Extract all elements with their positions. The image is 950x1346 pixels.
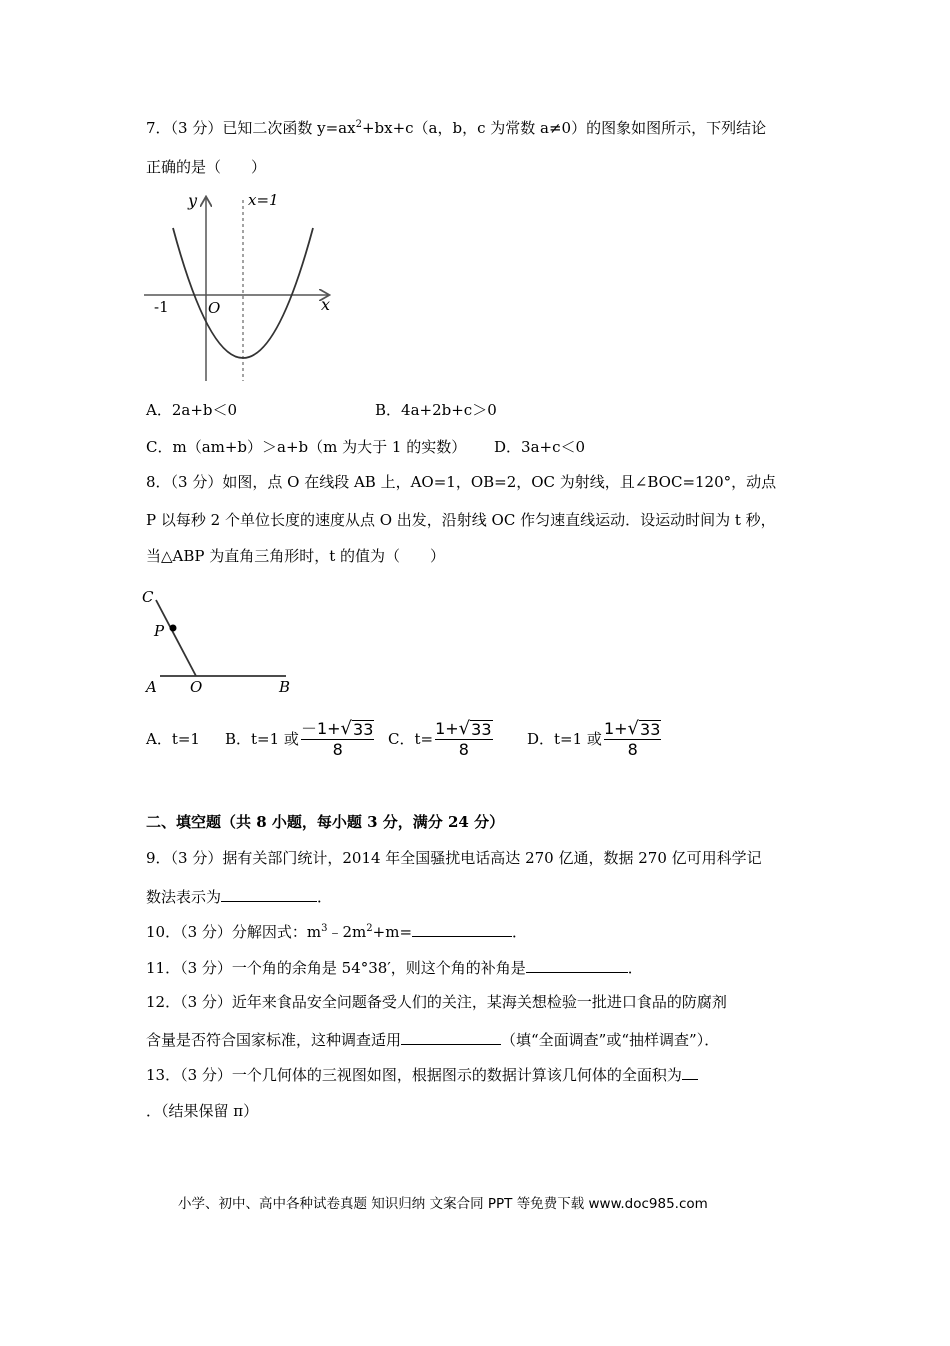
q9-answer-blank[interactable] — [221, 886, 317, 902]
q7-options-row2 — [146, 437, 846, 457]
q8-label-c: C — [142, 588, 154, 606]
q7-y-label: y — [188, 191, 198, 210]
q8-point-p — [170, 625, 177, 632]
q13-answer-blank[interactable] — [682, 1064, 698, 1080]
q12-line2: 含量是否符合国家标准，这种调查适用 （填“全面调查”或“抽样调查”）． — [146, 1031, 720, 1049]
q7-options-row1 — [146, 400, 846, 420]
q8-label-a: A — [146, 678, 157, 696]
q8-label-p: P — [154, 622, 165, 640]
q7-origin-label: O — [208, 299, 221, 317]
q8-option-b[interactable] — [225, 716, 376, 762]
q8-line3: 当△ABP 为直角三角形时，t 的值为（ ） — [146, 547, 446, 565]
q13-line2: ．（结果保留 π） — [146, 1102, 259, 1120]
q8-line2: P 以每秒 2 个单位长度的速度从点 O 出发，沿射线 OC 作匀速直线运动．设运动时间为 t 秒， — [146, 511, 776, 529]
page-footer: 小学、初中、高中各种试卷真题 知识归纳 文案合同 PPT 等免费下载 www.doc985.com — [178, 1196, 708, 1212]
section2-heading: 二、填空题（共 8 小题，每小题 3 分，满分 24 分） — [146, 813, 505, 831]
q8-option-c[interactable] — [388, 716, 495, 762]
q8-option-d[interactable] — [527, 716, 663, 762]
q8-option-d-label: D．t=1 或 — [527, 730, 602, 748]
q7-option-a[interactable]: A．2a+b＜0 — [146, 401, 238, 419]
q9-line2: 数法表示为 ． — [146, 888, 333, 906]
q7-option-c[interactable]: C．m（am+b）＞a+b（m 为大于 1 的实数） — [146, 438, 467, 456]
q8-label-o: O — [190, 678, 203, 696]
q7-option-b[interactable]: B．4a+2b+c＞0 — [375, 401, 497, 419]
q11-line: 11．（3 分）一个角的余角是 54°38′，则这个角的补角是 ． — [146, 959, 643, 977]
q7-line1: 7．（3 分）已知二次函数 $y=ax^2+bx+c(a$，b，c 为常数 a≠0）的图象如图所示，下列结论 — [146, 119, 767, 137]
q12-line1: 12．（3 分）近年来食品安全问题备受人们的关注，某海关想检验一批进口食品的防腐剂 — [146, 993, 727, 1011]
q8-options-row — [146, 716, 846, 762]
q7-x-label: x — [321, 295, 331, 314]
q7-symmetry-label: x=1 — [248, 191, 279, 209]
q8-option-b-fraction: －1+ √ 33 8 — [300, 717, 374, 759]
q8-label-b: B — [279, 678, 291, 696]
q11-answer-blank[interactable] — [526, 957, 628, 973]
q7-neg-one-label: -1 — [154, 298, 169, 316]
q8-option-d-fraction: 1+ √ 33 8 — [603, 717, 661, 759]
q8-line1: 8．（3 分）如图，点 O 在线段 AB 上，AO=1，OB=2，OC 为射线，且∠BOC=120°，动点 — [146, 473, 777, 491]
q8-option-a[interactable]: A．t=1 — [146, 730, 200, 748]
q7-option-d[interactable]: D．3a+c＜0 — [494, 438, 586, 456]
q7-line2: 正确的是（ ） — [146, 158, 267, 176]
q8-option-c-fraction: 1+ √ 33 8 — [435, 717, 492, 759]
q8-ray-figure — [138, 584, 308, 699]
q10-line: 10．（3 分）分解因式：$m^3﹣2m^2+m=$ ． — [146, 923, 528, 941]
q12-answer-blank[interactable] — [401, 1029, 501, 1045]
q13-line1: 13．（3 分）一个几何体的三视图如图，根据图示的数据计算该几何体的全面积为 — [146, 1064, 698, 1085]
q7-parabola-figure — [140, 188, 340, 388]
q8-option-b-label: B．t=1 或 — [225, 730, 299, 748]
q10-answer-blank[interactable] — [412, 921, 512, 937]
q9-line1: 9．（3 分）据有关部门统计，2014 年全国骚扰电话高达 270 亿通，数据 270 亿可用科学记 — [146, 849, 762, 867]
q8-option-c-label: C．t= — [388, 730, 434, 748]
